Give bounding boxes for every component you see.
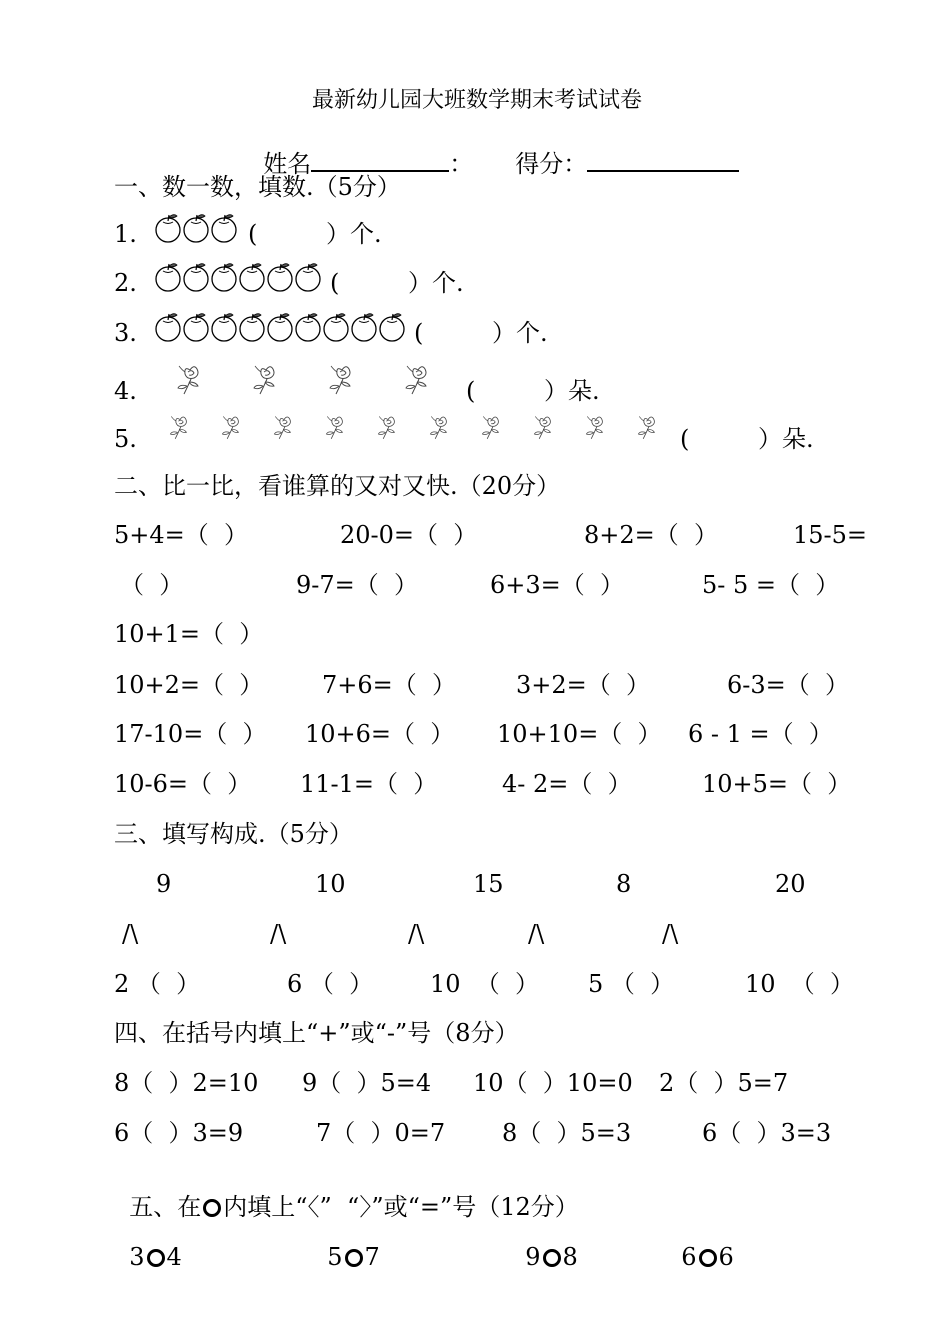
compose-branch-1: /\: [122, 920, 139, 948]
name-label: 姓名: [263, 150, 312, 178]
apple-icon: [182, 311, 210, 343]
name-colon: ：: [449, 150, 474, 178]
item-1-answer[interactable]: ( ）个.: [248, 220, 382, 248]
calc-r4-4[interactable]: 6-3=（ ）: [727, 671, 850, 699]
compare-right: 7: [364, 1243, 380, 1271]
compose-branch-5: /\: [662, 920, 679, 948]
compose-top-3: 15: [473, 870, 504, 898]
apple-icon: [154, 212, 182, 244]
compose-bottom-5[interactable]: 10 （ ）: [745, 970, 855, 998]
apple-icon: [210, 261, 238, 293]
item-5-number: 5.: [114, 425, 137, 453]
apple-icon: [238, 311, 266, 343]
item-3-answer[interactable]: ( ）个.: [414, 319, 548, 347]
section-2-heading: 二、比一比，看谁算的又对又快.（20分）: [114, 472, 561, 500]
compose-branch-4: /\: [528, 920, 545, 948]
rose-icon: [476, 408, 508, 444]
apple-icon: [154, 261, 182, 293]
calc-r1-1[interactable]: 5+4=（ ）: [114, 521, 249, 549]
calc-r4-1[interactable]: 10+2=（ ）: [114, 671, 264, 699]
rose-icon: [398, 358, 438, 398]
calc-r2-1[interactable]: （ ）: [120, 571, 184, 599]
calc-r2-4[interactable]: 5- 5 =（ ）: [702, 571, 840, 599]
item-3-number: 3.: [114, 319, 137, 347]
apple-icon: [210, 311, 238, 343]
calc-r6-1[interactable]: 10-6=（ ）: [114, 770, 252, 798]
apple-group-3: [154, 311, 406, 347]
score-line: [500, 126, 739, 176]
rose-icon: [632, 408, 664, 444]
rose-icon: [268, 408, 300, 444]
name-score-line: [248, 126, 473, 176]
score-blank[interactable]: [587, 150, 739, 172]
item-4-number: 4.: [114, 377, 137, 405]
section-5-heading: [114, 1171, 579, 1219]
apple-icon: [294, 261, 322, 293]
page-title: 最新幼儿园大班数学期末考试试卷: [312, 88, 643, 113]
item-2-number: 2.: [114, 269, 137, 297]
rose-icon: [164, 408, 196, 444]
apple-icon: [266, 261, 294, 293]
calc-r3-1[interactable]: 10+1=（ ）: [114, 620, 264, 648]
circle-icon: [203, 1199, 221, 1217]
rose-icon: [216, 408, 248, 444]
section-1-heading: 一、数一数，填数.（5分）: [114, 173, 401, 201]
apple-icon: [266, 311, 294, 343]
rose-icon: [322, 358, 362, 398]
apple-group-1: [154, 212, 238, 248]
compare-circle[interactable]: [147, 1249, 165, 1267]
section-5-heading-post: 内填上“〈” “〉”或“=”号（12分）: [223, 1193, 579, 1221]
compare-item-4: [666, 1221, 734, 1269]
sign-r2-2[interactable]: 7（ ）0=7: [316, 1119, 446, 1147]
apple-icon: [322, 311, 350, 343]
compare-left: 6: [681, 1243, 697, 1271]
apple-icon: [210, 212, 238, 244]
rose-icon: [424, 408, 456, 444]
rose-icon: [246, 358, 286, 398]
section-5-heading-pre: 五、在: [129, 1193, 202, 1221]
compose-top-1: 9: [156, 870, 172, 898]
calc-r2-3[interactable]: 6+3=（ ）: [490, 571, 625, 599]
apple-icon: [182, 212, 210, 244]
apple-icon: [182, 261, 210, 293]
calc-r5-4[interactable]: 6 - 1 =（ ）: [688, 720, 833, 748]
section-4-heading: 四、在括号内填上“+”或“-”号（8分）: [114, 1019, 519, 1047]
compose-top-4: 8: [616, 870, 632, 898]
apple-group-2: [154, 261, 322, 297]
item-1-number: 1.: [114, 220, 137, 248]
compare-circle[interactable]: [345, 1249, 363, 1267]
item-5-answer[interactable]: ( ）朵.: [680, 425, 814, 453]
sign-r1-3[interactable]: 10（ ）10=0: [473, 1069, 633, 1097]
apple-icon: [350, 311, 378, 343]
sign-r1-4[interactable]: 2（ ）5=7: [659, 1069, 789, 1097]
item-4-answer[interactable]: ( ）朵.: [466, 377, 600, 405]
section-3-heading: 三、填写构成.（5分）: [114, 820, 353, 848]
compare-left: 5: [327, 1243, 343, 1271]
calc-r2-2[interactable]: 9-7=（ ）: [296, 571, 419, 599]
apple-icon: [154, 311, 182, 343]
compare-circle[interactable]: [699, 1249, 717, 1267]
calc-r1-2[interactable]: 20-0=（ ）: [340, 521, 478, 549]
calc-r1-3[interactable]: 8+2=（ ）: [584, 521, 719, 549]
rose-icon: [170, 358, 210, 398]
rose-icon: [580, 408, 612, 444]
compare-circle[interactable]: [543, 1249, 561, 1267]
sign-r1-1[interactable]: 8（ ）2=10: [114, 1069, 259, 1097]
sign-r2-3[interactable]: 8（ ）5=3: [502, 1119, 632, 1147]
calc-r4-3[interactable]: 3+2=（ ）: [516, 671, 651, 699]
calc-r4-2[interactable]: 7+6=（ ）: [322, 671, 457, 699]
sign-r2-1[interactable]: 6（ ）3=9: [114, 1119, 244, 1147]
apple-icon: [378, 311, 406, 343]
compose-bottom-1[interactable]: 2 （ ）: [114, 970, 201, 998]
sign-r2-4[interactable]: 6（ ）3=3: [702, 1119, 832, 1147]
compare-item-1: [114, 1221, 182, 1269]
compare-left: 3: [129, 1243, 145, 1271]
calc-r6-3[interactable]: 4- 2=（ ）: [502, 770, 632, 798]
rose-icon: [320, 408, 352, 444]
compose-bottom-2[interactable]: 6 （ ）: [287, 970, 374, 998]
calc-r1-4[interactable]: 15-5=: [793, 521, 868, 549]
calc-r5-1[interactable]: 17-10=（ ）: [114, 720, 267, 748]
item-2-answer[interactable]: ( ）个.: [330, 269, 464, 297]
name-blank[interactable]: [311, 150, 449, 172]
sign-r1-2[interactable]: 9（ ）5=4: [302, 1069, 432, 1097]
compare-right: 8: [562, 1243, 578, 1271]
compose-branch-3: /\: [408, 920, 425, 948]
compare-item-2: [312, 1221, 380, 1269]
compare-left: 9: [525, 1243, 541, 1271]
compare-item-3: [510, 1221, 578, 1269]
compare-right: 6: [718, 1243, 734, 1271]
score-label: 得分：: [515, 150, 588, 178]
compare-right: 4: [166, 1243, 182, 1271]
compose-branch-2: /\: [270, 920, 287, 948]
compose-bottom-4[interactable]: 5 （ ）: [588, 970, 675, 998]
calc-r5-3[interactable]: 10+10=（ ）: [497, 720, 662, 748]
calc-r6-4[interactable]: 10+5=（ ）: [702, 770, 852, 798]
apple-icon: [238, 261, 266, 293]
calc-r5-2[interactable]: 10+6=（ ）: [305, 720, 455, 748]
compose-top-5: 20: [775, 870, 806, 898]
compose-bottom-3[interactable]: 10 （ ）: [430, 970, 540, 998]
apple-icon: [294, 311, 322, 343]
rose-icon: [372, 408, 404, 444]
calc-r6-2[interactable]: 11-1=（ ）: [300, 770, 438, 798]
compose-top-2: 10: [315, 870, 346, 898]
rose-icon: [528, 408, 560, 444]
